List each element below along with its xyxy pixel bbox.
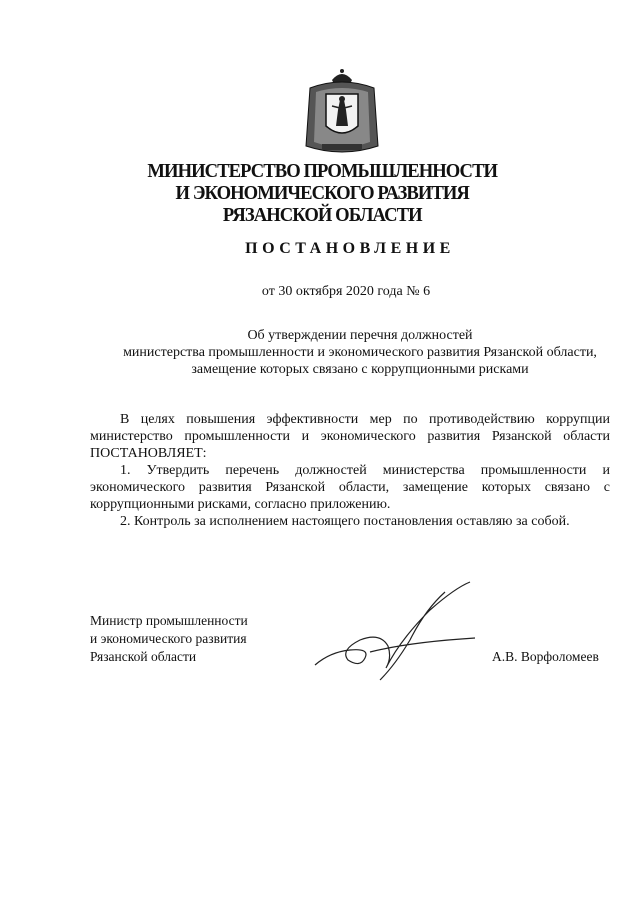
body-paragraph-1: В целях повышения эффективности мер по противодействию коррупции министерство промышленности и экономического развития Рязанской области ПОСТАНОВЛЯЕТ: [90, 412, 610, 461]
document-type: ПОСТАНОВЛЕНИЕ [245, 240, 455, 257]
org-line-2: И ЭКОНОМИЧЕСКОГО РАЗВИТИЯ [175, 182, 469, 204]
signatory-name: А.В. Ворфоломеев [492, 649, 599, 664]
subject-line-2: министерства промышленности и экономического развития Рязанской области, [123, 345, 597, 360]
signatory-title-line-2: и экономического развития [90, 631, 247, 646]
org-line-1: МИНИСТЕРСТВО ПРОМЫШЛЕННОСТИ [147, 160, 498, 182]
body-paragraph-3: 2. Контроль за исполнением настоящего постановления оставляю за собой. [120, 514, 570, 529]
signatory-title-line-1: Министр промышленности [90, 613, 248, 628]
subject-line-3: замещение которых связано с коррупционными рисками [191, 362, 529, 377]
organization-name [25, 160, 620, 226]
document-body [90, 411, 610, 530]
coat-of-arms-icon [302, 66, 382, 158]
document-subject [60, 327, 640, 378]
org-line-3: РЯЗАНСКОЙ ОБЛАСТИ [222, 204, 422, 226]
document-date: от 30 октября 2020 года № 6 [261, 284, 431, 299]
handwritten-signature [310, 580, 480, 690]
signatory-title-line-3: Рязанской области [90, 649, 197, 664]
subject-line-1: Об утверждении перечня должностей [247, 328, 473, 343]
signatory-title [90, 612, 248, 666]
body-paragraph-2: 1. Утвердить перечень должностей министерства промышленности и экономического развития Рязанской области, замещение которых связано с коррупционными рисками, согласно приложению. [90, 463, 610, 512]
